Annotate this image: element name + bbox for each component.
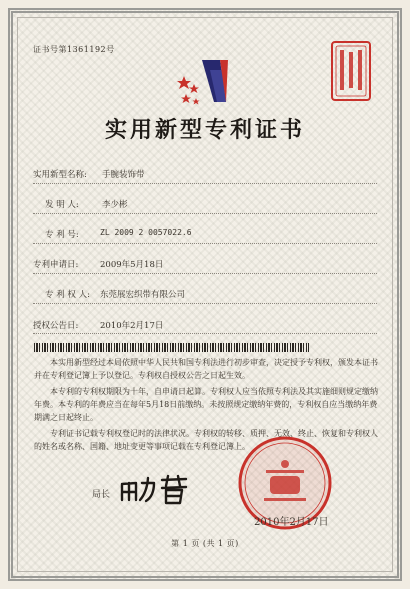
divider bbox=[33, 243, 377, 244]
field-value-inventor: 李少彬 bbox=[102, 200, 128, 210]
barcode bbox=[34, 343, 309, 352]
field-label-inventor: 发 明 人: bbox=[45, 200, 79, 210]
certificate-title: 实用新型专利证书 bbox=[104, 117, 305, 143]
field-value-grant-date: 2010年2月17日 bbox=[100, 321, 164, 331]
issue-date: 2010年2月17日 bbox=[254, 517, 329, 528]
patent-office-emblem bbox=[170, 56, 240, 110]
field-label-name: 实用新型名称: bbox=[33, 170, 87, 180]
page-footer: 第 1 页 (共 1 页) bbox=[171, 539, 239, 548]
body-paragraph: 本实用新型经过本局依照中华人民共和国专利法进行初步审查，决定授予专利权，颁发本证书并在专利登记簿上予以登记。专利权自授权公告之日起生效。 bbox=[34, 358, 378, 380]
field-value-patentee: 东莞展宏织带有限公司 bbox=[100, 290, 186, 300]
divider bbox=[33, 213, 377, 214]
divider bbox=[33, 303, 377, 304]
field-label-patent-number: 专 利 号: bbox=[45, 230, 79, 240]
field-label-patentee: 专 利 权 人: bbox=[45, 290, 90, 300]
divider bbox=[33, 183, 377, 184]
field-value-patent-number: ZL 2009 2 0057022.6 bbox=[100, 228, 192, 237]
certificate-number: 证书号第1361192号 bbox=[33, 45, 115, 54]
office-seal-stamp bbox=[330, 40, 372, 102]
field-value-name: 手腕装饰带 bbox=[102, 170, 145, 180]
signature-label: 局长 bbox=[92, 490, 111, 500]
field-label-grant-date: 授权公告日: bbox=[33, 321, 79, 331]
field-value-filing-date: 2009年5月18日 bbox=[100, 260, 164, 270]
director-signature bbox=[118, 474, 190, 506]
field-label-filing-date: 专利申请日: bbox=[33, 260, 79, 270]
divider bbox=[33, 333, 377, 334]
body-paragraph: 专利证书记载专利权登记时的法律状况。专利权的转移、质押、无效、终止、恢复和专利权人的姓名或名称、国籍、地址变更等事项记载在专利登记簿上。 bbox=[34, 429, 378, 451]
divider bbox=[33, 273, 377, 274]
body-paragraph: 本专利的专利权期限为十年，自申请日起算。专利权人应当依照专利法及其实施细则规定缴纳年费。本专利的年费应当在每年5月18日前缴纳。未按照规定缴纳年费的，专利权自应当缴纳年费期满之日起终止。 bbox=[34, 387, 378, 422]
